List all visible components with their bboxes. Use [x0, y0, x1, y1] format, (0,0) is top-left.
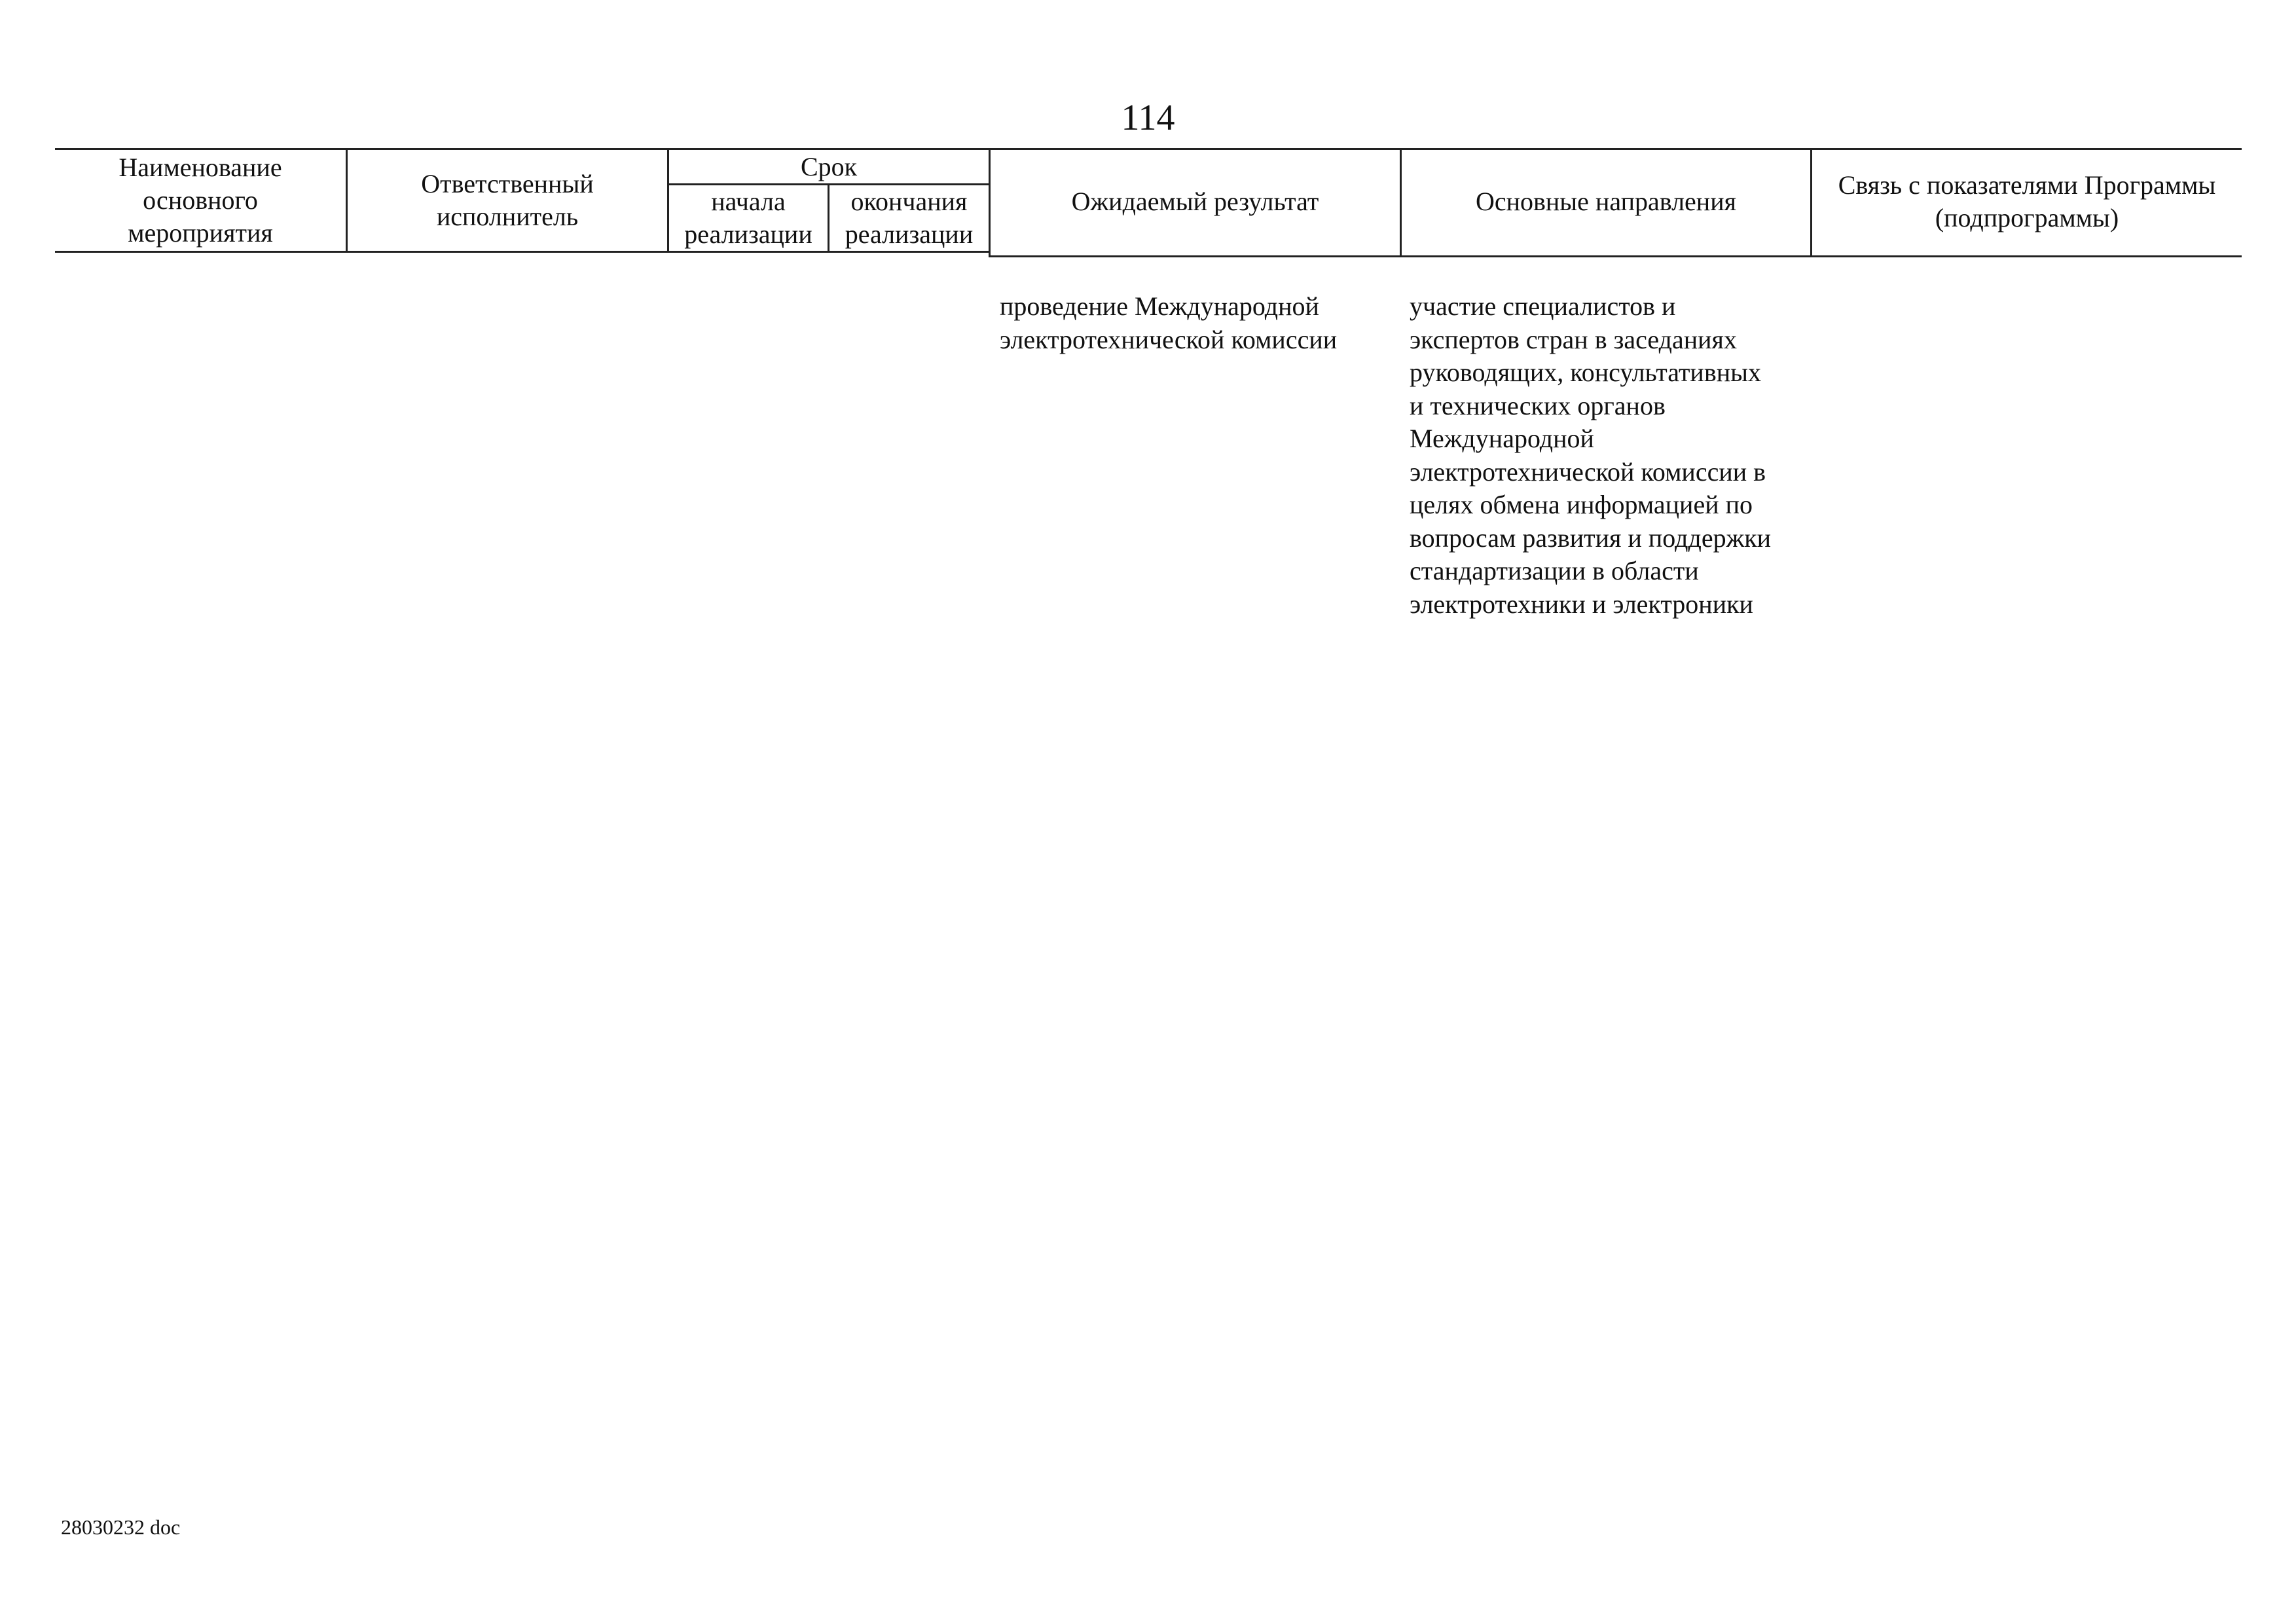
header-term-start: начала реализации [684, 187, 812, 249]
footer-doc-id: 28030232 doc [61, 1515, 181, 1539]
header-term-end: окончания реализации [845, 187, 974, 249]
header-expected-result: Ожидаемый результат [1071, 187, 1319, 216]
page-number: 114 [1121, 98, 1175, 138]
header-term: Срок [800, 151, 858, 181]
header-bottom-rule-right [989, 255, 2242, 257]
row-main-directions: участие специалистов и экспертов стран в заседаниях руководящих, консультативных и технических органов Международной электротехнической комиссии в целях обмена информацией по вопросам развития и поддержки стандартизации в области электротехники и электроники [1410, 291, 1772, 619]
header-bottom-rule-left [55, 251, 989, 253]
header-main-directions: Основные направления [1475, 187, 1737, 216]
header-indicators-link: Связь с показателями Программы (подпрограммы) [1838, 170, 2216, 232]
header-event-name: Наименование основного мероприятия [118, 152, 282, 248]
row-expected-result: проведение Международной электротехнической комиссии [1000, 291, 1338, 354]
header-responsible: Ответственный исполнитель [421, 168, 594, 231]
